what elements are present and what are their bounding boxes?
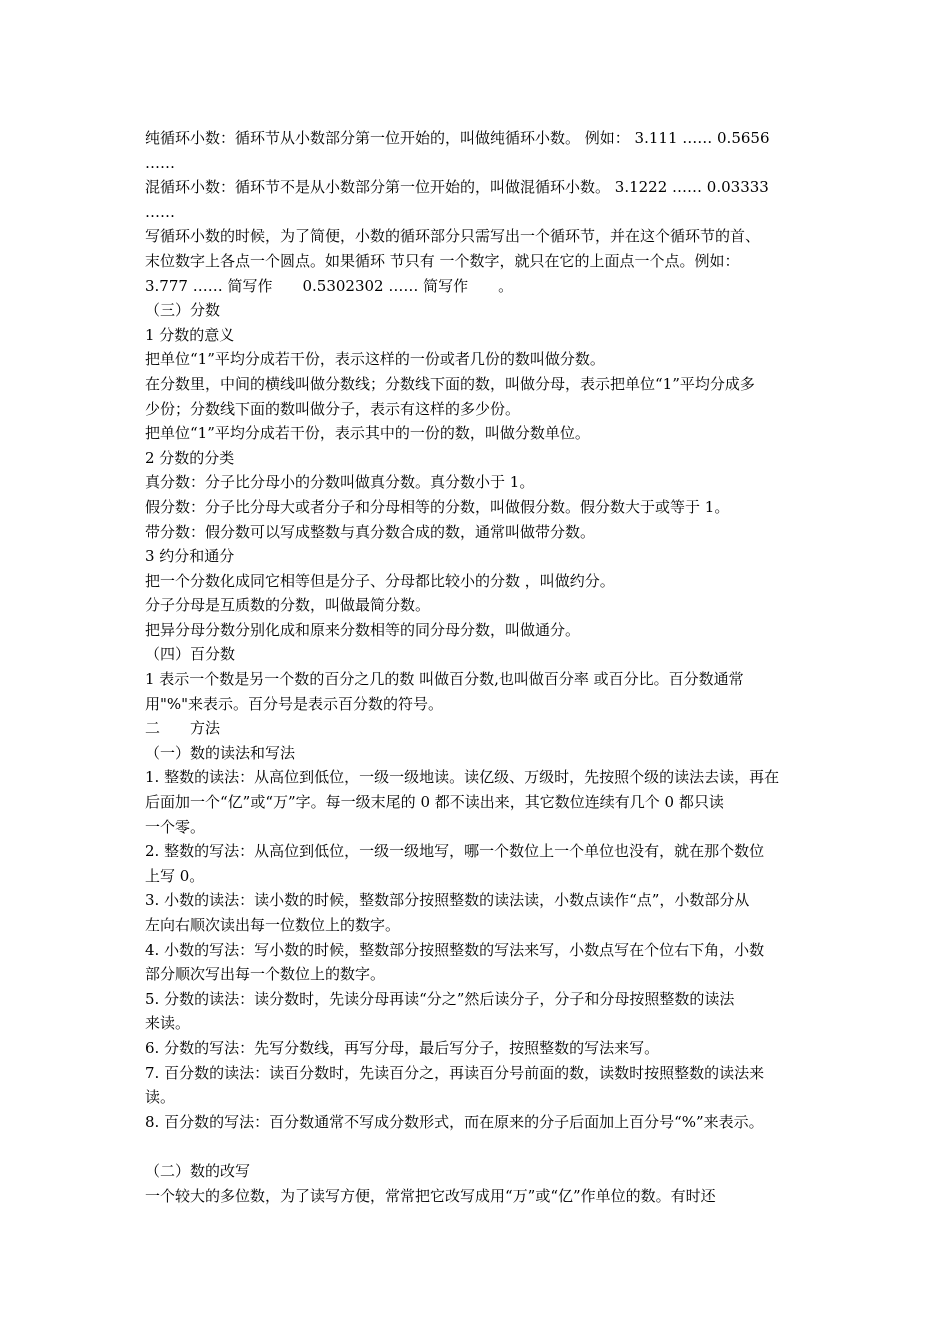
- text-line: 写循环小数的时候，为了简便，小数的循环部分只需写出一个循环节，并在这个循环节的首、: [145, 227, 761, 246]
- subsection-heading: 1 分数的意义: [145, 325, 235, 344]
- text-line: ……: [145, 153, 175, 172]
- text-line: 4. 小数的写法：写小数的时候，整数部分按照整数的写法来写，小数点写在个位右下角，小数: [145, 940, 765, 959]
- chapter-heading: 二 方法: [145, 719, 221, 738]
- text-line: 在分数里，中间的横线叫做分数线；分数线下面的数，叫做分母，表示把单位“1”平均分成多: [145, 374, 755, 393]
- text-line: 假分数：分子比分母大或者分子和分母相等的分数，叫做假分数。假分数大于或等于 1。: [145, 497, 730, 516]
- text-line: 1 表示一个数是另一个数的百分之几的数 叫做百分数,也叫做百分率 或百分比。百分数通常: [145, 670, 744, 689]
- text-line: 后面加一个“亿”或“万”字。每一级末尾的 0 都不读出来，其它数位连续有几个 0 都只读: [145, 793, 724, 812]
- text-line: 纯循环小数：循环节从小数部分第一位开始的，叫做纯循环小数。 例如： 3.111 …… 0.5656: [145, 129, 770, 147]
- subsection-heading: 2 分数的分类: [145, 448, 235, 467]
- text-line: 末位数字上各点一个圆点。如果循环 节只有 一个数字，就只在它的上面点一个点。例如：: [145, 251, 740, 270]
- text-line: 混循环小数：循环节不是从小数部分第一位开始的，叫做混循环小数。 3.1222 …… 0.03333: [145, 178, 769, 197]
- text-line: 上写 0。: [145, 866, 205, 885]
- text-line: 用"%"来表示。百分号是表示百分数的符号。: [145, 694, 444, 713]
- blank-line: [145, 1134, 817, 1159]
- subsection-heading: 3 约分和通分: [145, 547, 235, 566]
- document-body: [145, 126, 817, 1208]
- text-line: 来读。: [145, 1014, 191, 1033]
- text-line: 一个较大的多位数，为了读写方便，常常把它改写成用“万”或“亿”作单位的数。有时还: [145, 1186, 716, 1205]
- text-line: 7. 百分数的读法：读百分数时，先读百分之，再读百分号前面的数，读数时按照整数的读法来: [145, 1063, 765, 1082]
- text-line: 把单位“1”平均分成若干份，表示其中的一份的数，叫做分数单位。: [145, 424, 590, 443]
- text-line: 带分数：假分数可以写成整数与真分数合成的数，通常叫做带分数。: [145, 522, 596, 541]
- text-line: ……: [145, 202, 175, 221]
- text-line: 1. 整数的读法：从高位到低位，一级一级地读。读亿级、万级时，先按照个级的读法去读，再在: [145, 768, 780, 787]
- section-heading: （三）分数: [145, 301, 221, 320]
- text-line: 3. 小数的读法：读小数的时候，整数部分按照整数的读法读，小数点读作“点”，小数部分从: [145, 891, 750, 910]
- text-line: 真分数：分子比分母小的分数叫做真分数。真分数小于 1。: [145, 473, 535, 492]
- text-line: 少份；分数线下面的数叫做分子，表示有这样的多少份。: [145, 399, 521, 418]
- text-line: 5. 分数的读法：读分数时，先读分母再读“分之”然后读分子，分子和分母按照整数的读法: [145, 989, 735, 1008]
- text-line: 左向右顺次读出每一位数位上的数字。: [145, 916, 401, 934]
- section-heading: （二）数的改写: [145, 1161, 251, 1180]
- text-line: 2. 整数的写法：从高位到低位，一级一级地写，哪一个数位上一个单位也没有，就在那个数位: [145, 842, 765, 861]
- text-line: 把异分母分数分别化成和原来分数相等的同分母分数，叫做通分。: [145, 620, 581, 639]
- text-line: 读。: [145, 1088, 176, 1107]
- section-heading: （四）百分数: [145, 645, 236, 664]
- text-line: 3.777 …… 简写作 0.5302302 …… 简写作 。: [145, 276, 514, 295]
- text-line: 一个零。: [145, 817, 206, 836]
- text-line: 8. 百分数的写法：百分数通常不写成分数形式，而在原来的分子后面加上百分号“%”来表示。: [145, 1112, 764, 1131]
- text-line: 6. 分数的写法：先写分数线，再写分母，最后写分子，按照整数的写法来写。: [145, 1038, 660, 1057]
- section-heading: （一）数的读法和写法: [145, 743, 296, 762]
- text-line: 把一个分数化成同它相等但是分子、分母都比较小的分数 ，叫做约分。: [145, 571, 615, 590]
- text-line: 把单位“1”平均分成若干份，表示这样的一份或者几份的数叫做分数。: [145, 350, 605, 369]
- text-line: 部分顺次写出每一个数位上的数字。: [145, 965, 386, 984]
- text-line: 分子分母是互质数的分数，叫做最简分数。: [145, 596, 431, 615]
